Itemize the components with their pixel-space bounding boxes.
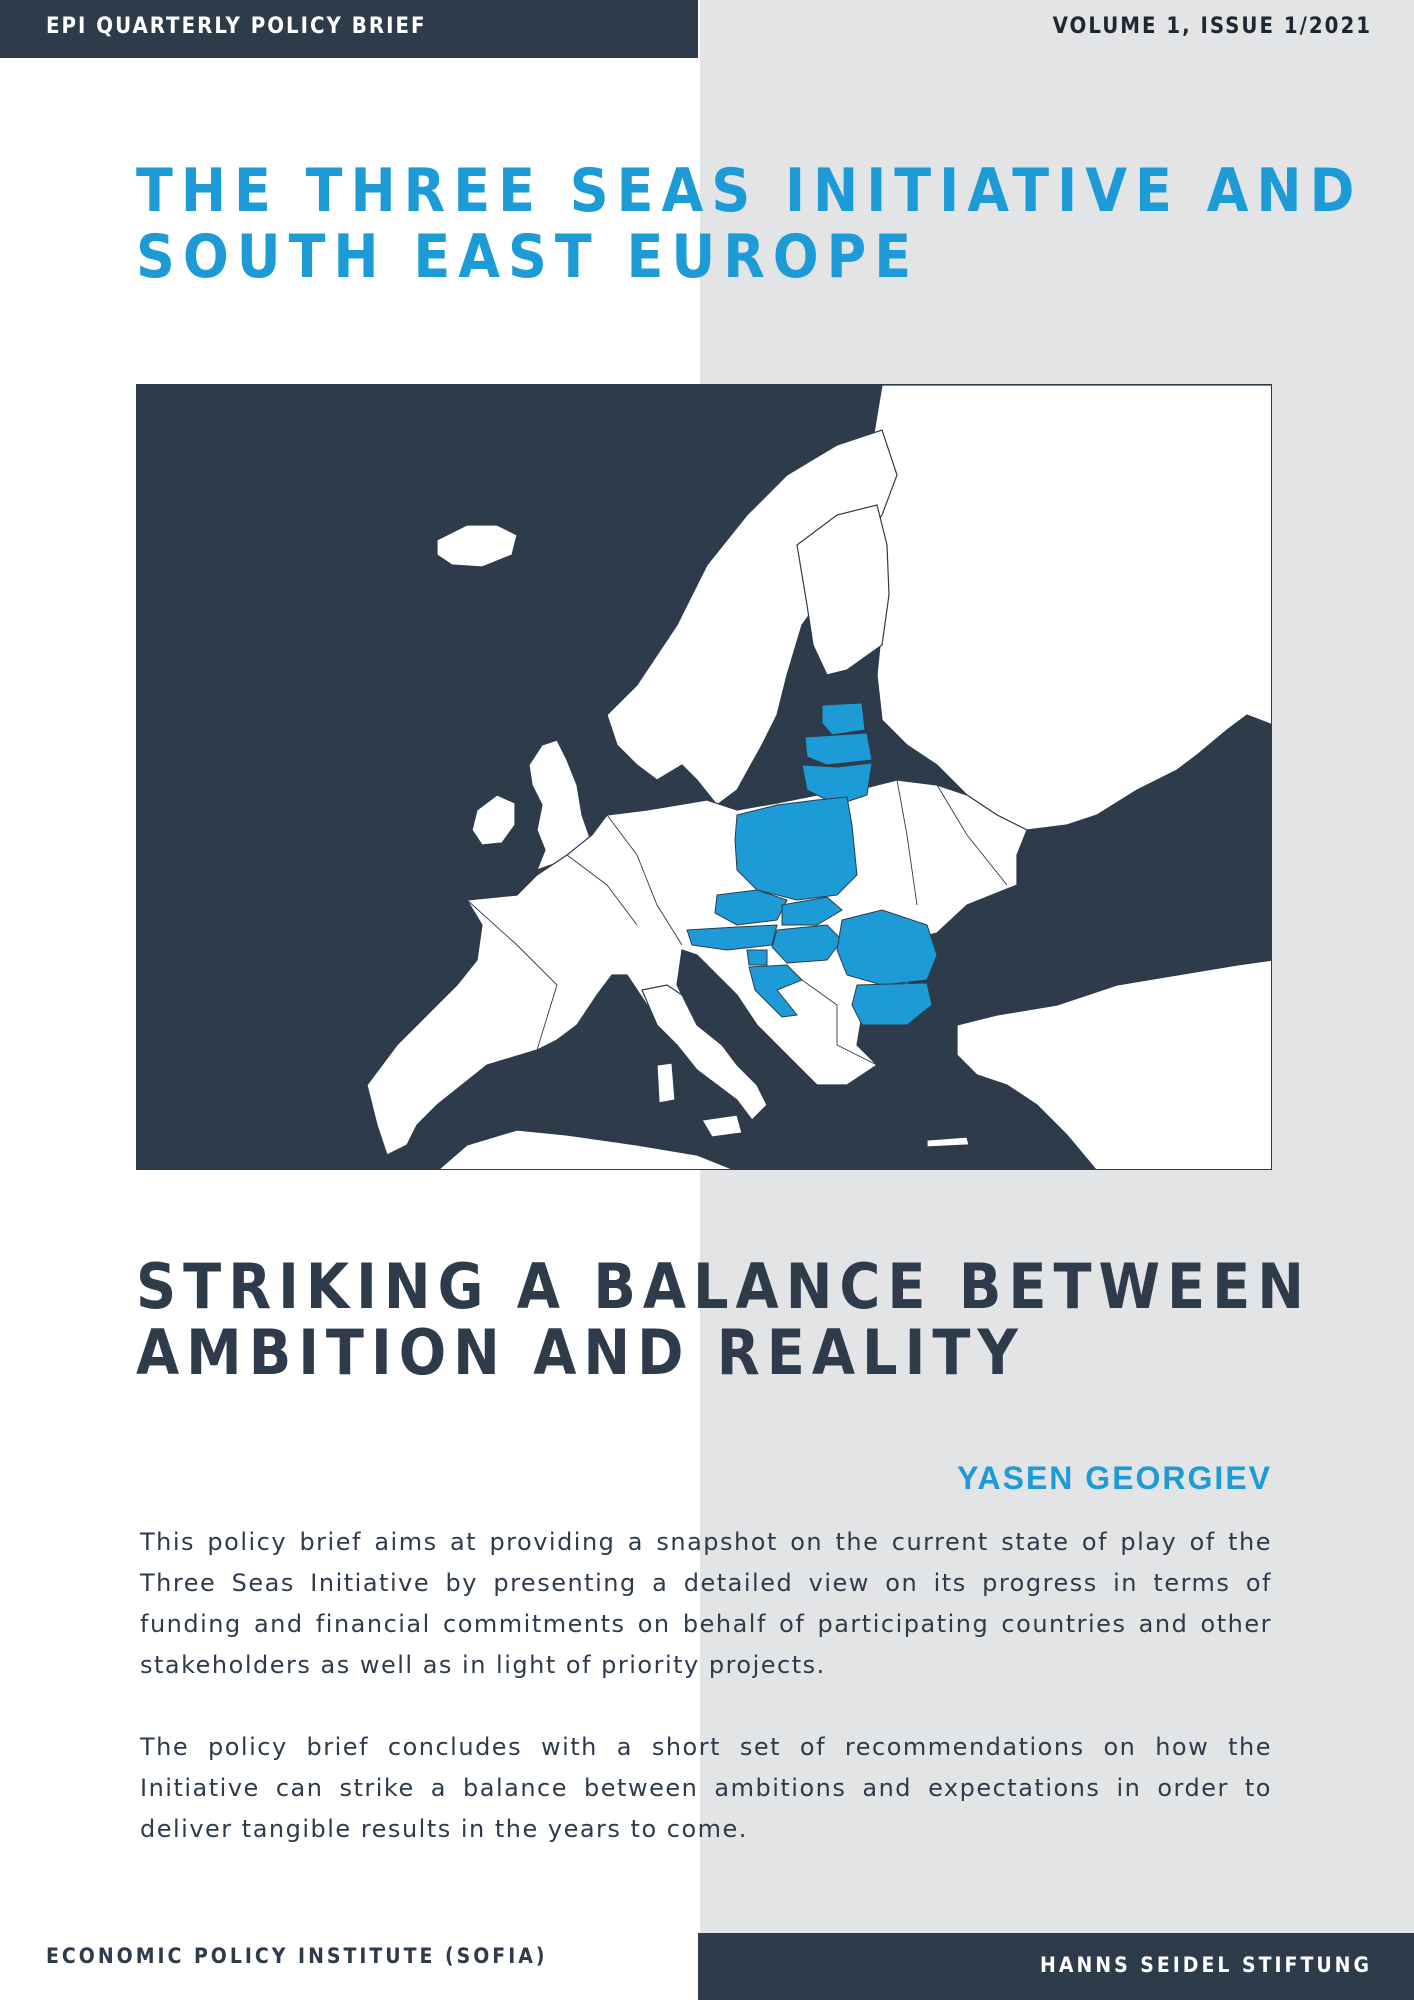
europe-map bbox=[136, 384, 1272, 1170]
partner-label: HANNS SEIDEL STIFTUNG bbox=[1040, 1953, 1372, 1977]
volume-issue-label: VOLUME 1, ISSUE 1/2021 bbox=[1052, 14, 1372, 39]
subtitle-line-1: STRIKING A BALANCE BETWEEN bbox=[136, 1250, 1311, 1323]
abstract-paragraph-1: This policy brief aims at providing a snapshot on the current state of play of the Three Seas Initiative by presenting a detailed view on its progress in terms of funding and financial commitments on behalf of participating countries and other stakeholders as well as in light of priority projects. bbox=[140, 1528, 1272, 1679]
latvia bbox=[805, 733, 872, 765]
subtitle-line-2: AMBITION AND REALITY bbox=[136, 1316, 1025, 1389]
footer-bar bbox=[698, 1933, 1414, 2000]
author-name: YASEN GEORGIEV bbox=[957, 1460, 1272, 1496]
sardinia-land bbox=[657, 1063, 675, 1103]
abstract-paragraph-2: The policy brief concludes with a short set of recommendations on how the Initiative can strike a balance between ambitions and expectations in order to deliver tangible results in the years to come. bbox=[140, 1733, 1272, 1843]
publisher-label: ECONOMIC POLICY INSTITUTE (SOFIA) bbox=[46, 1944, 548, 1968]
estonia bbox=[822, 703, 865, 735]
subtitle bbox=[136, 1250, 1311, 1389]
slovenia bbox=[747, 950, 767, 965]
title-line-1: THE THREE SEAS INITIATIVE AND bbox=[136, 156, 1363, 226]
europe-map-svg bbox=[137, 385, 1272, 1170]
header-bar bbox=[0, 0, 698, 58]
poland bbox=[735, 797, 857, 900]
austria bbox=[687, 925, 777, 950]
page-title bbox=[136, 158, 1362, 290]
title-line-2: SOUTH EAST EUROPE bbox=[136, 222, 920, 292]
series-label: EPI QUARTERLY POLICY BRIEF bbox=[46, 14, 427, 39]
